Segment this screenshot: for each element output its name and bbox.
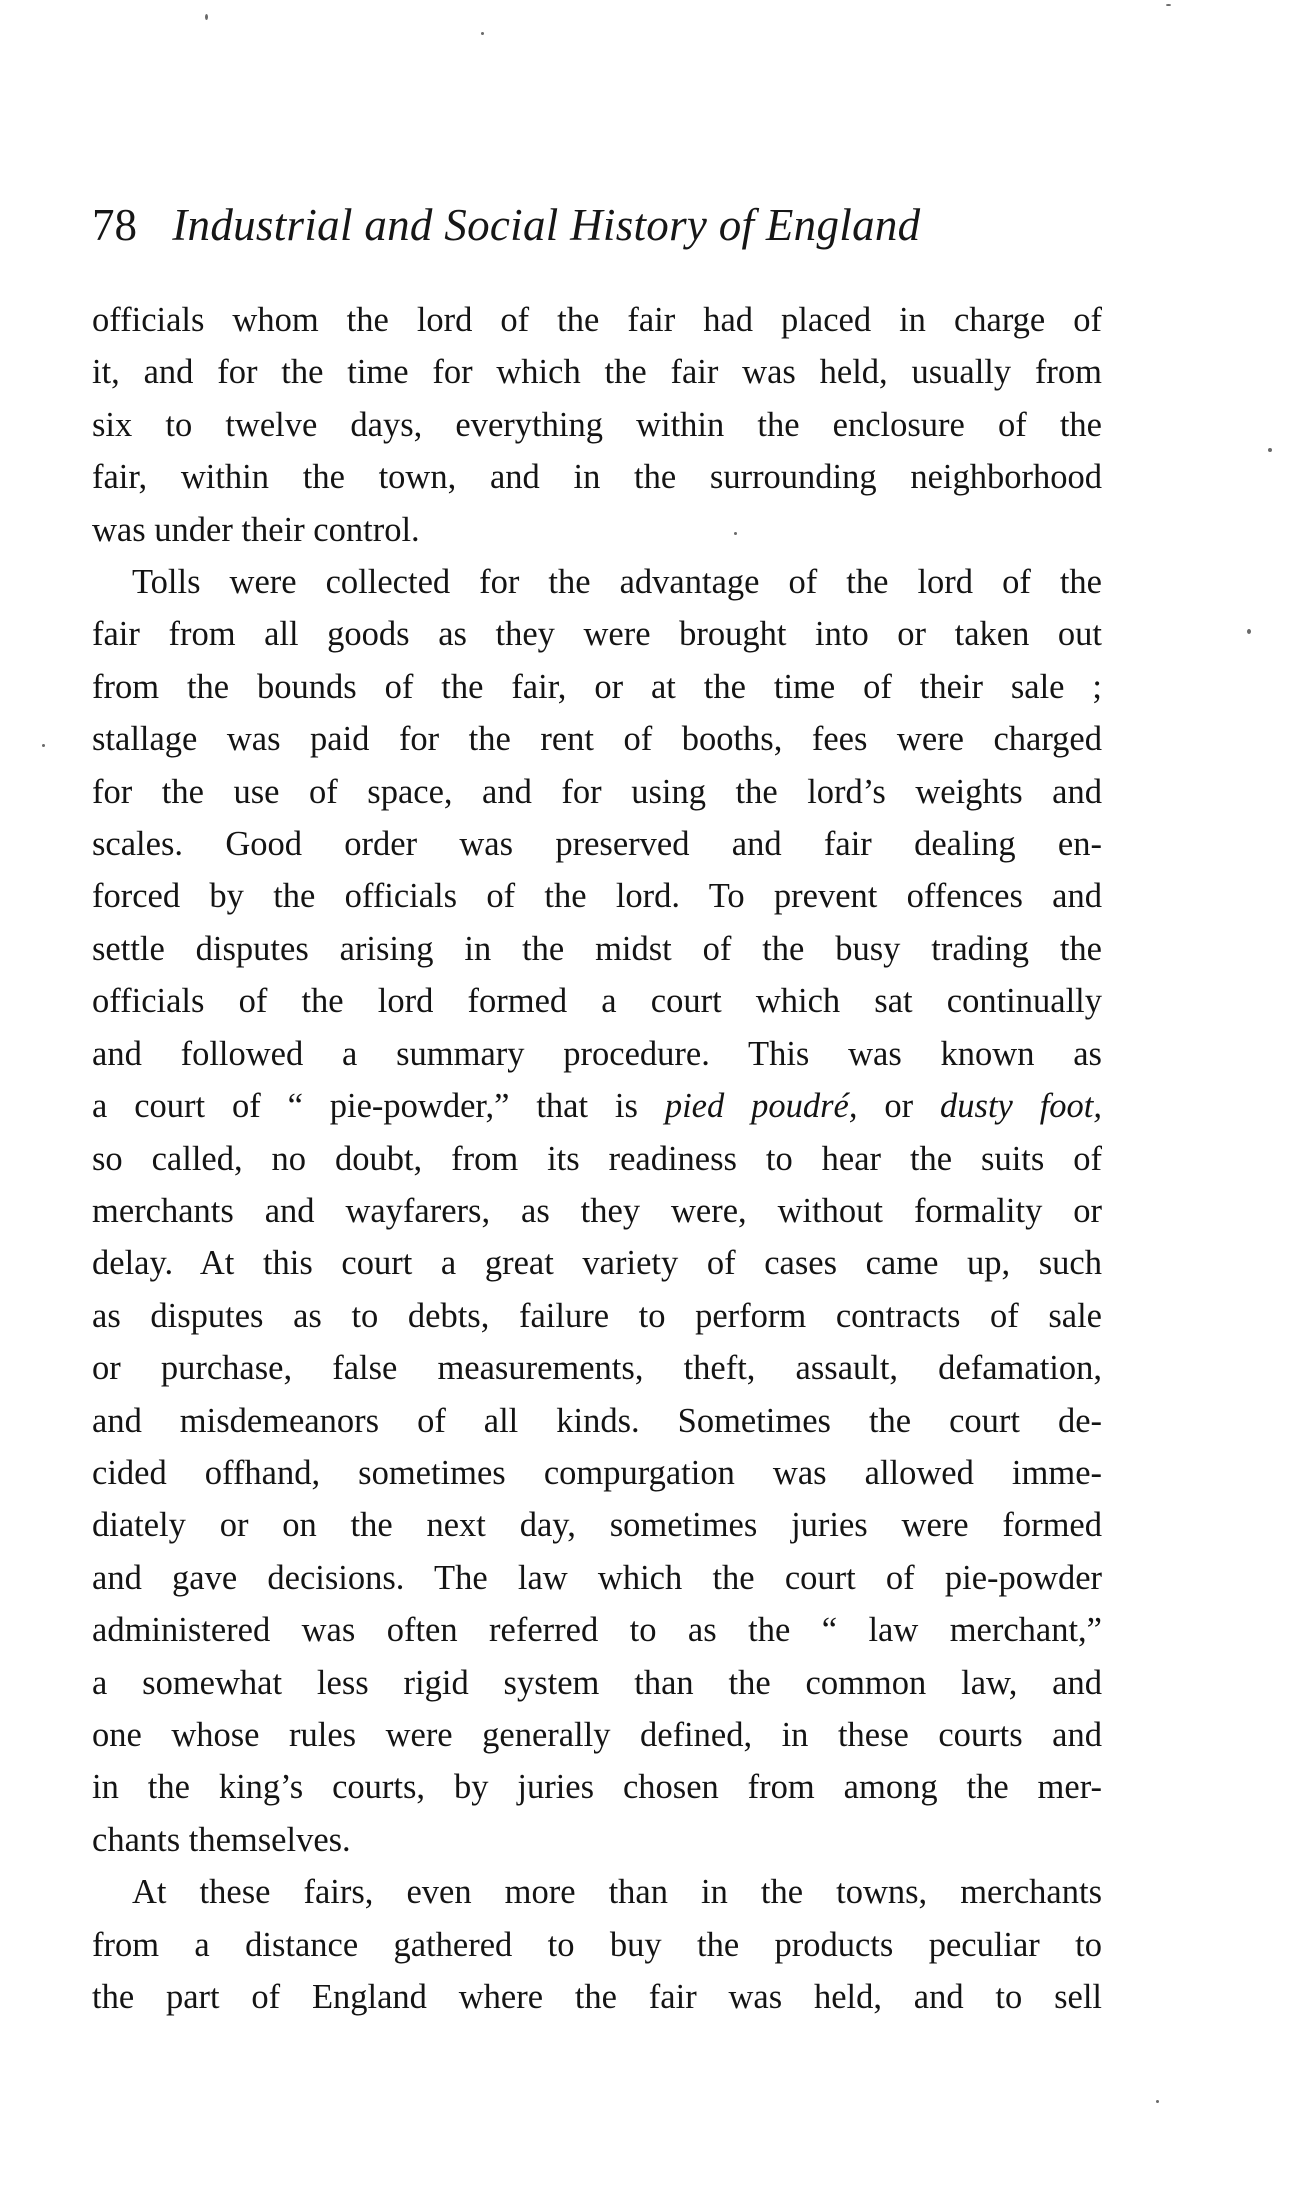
text-line: for the use of space, and for using the lord’s weights and bbox=[92, 772, 1102, 811]
scan-speck bbox=[1156, 2100, 1159, 2103]
text-line: and followed a summary procedure. This was known as bbox=[92, 1034, 1102, 1073]
text-line: in the king’s courts, by juries chosen from among the mer- bbox=[92, 1768, 1102, 1807]
running-header bbox=[92, 198, 1012, 252]
text-line: so called, no doubt, from its readiness to hear the suits of bbox=[92, 1139, 1102, 1178]
text-line: fair, within the town, and in the surrounding neighborhood bbox=[92, 458, 1102, 497]
text-line: the part of England where the fair was held, and to sell bbox=[92, 1978, 1102, 2016]
text-line: from the bounds of the fair, or at the time of their sale ; bbox=[92, 667, 1102, 706]
text-line: cided offhand, sometimes compurgation was allowed imme- bbox=[92, 1453, 1102, 1492]
text-line: diately or on the next day, sometimes juries were formed bbox=[92, 1506, 1102, 1545]
text-line: At these fairs, even more than in the towns, merchants bbox=[132, 1873, 1102, 1912]
text-run: or bbox=[857, 1087, 941, 1126]
text-line: scales. Good order was preserved and fair dealing en- bbox=[92, 825, 1102, 864]
text-line: a somewhat less rigid system than the common law, and bbox=[92, 1663, 1102, 1702]
text-line: settle disputes arising in the midst of the busy trading the bbox=[92, 929, 1102, 968]
text-line: stallage was paid for the rent of booths, fees were charged bbox=[92, 720, 1102, 759]
body-text bbox=[92, 294, 1102, 2023]
text-line: it, and for the time for which the fair was held, usually from bbox=[92, 353, 1102, 392]
text-line: officials whom the lord of the fair had placed in charge of bbox=[92, 301, 1102, 339]
page-number: 78 bbox=[92, 200, 137, 250]
scan-speck bbox=[481, 32, 484, 35]
running-title: Industrial and Social History of England bbox=[172, 200, 921, 250]
text-line: six to twelve days, everything within the enclosure of the bbox=[92, 405, 1102, 444]
text-line: from a distance gathered to buy the products peculiar to bbox=[92, 1925, 1102, 1964]
text-line: fair from all goods as they were brought into or taken out bbox=[92, 615, 1102, 654]
scan-speck bbox=[42, 744, 45, 747]
italic-phrase-pied-poudre: pied poudré, bbox=[664, 1087, 858, 1126]
scan-speck bbox=[1247, 629, 1251, 634]
text-line-pie-powder bbox=[92, 1080, 1102, 1132]
text-line: and misdemeanors of all kinds. Sometimes the court de- bbox=[92, 1401, 1102, 1440]
text-line: as disputes as to debts, failure to perform contracts of sale bbox=[92, 1296, 1102, 1335]
scan-speck bbox=[734, 532, 737, 535]
text-line: and gave decisions. The law which the court of pie-powder bbox=[92, 1558, 1102, 1597]
text-line: chants themselves. bbox=[92, 1820, 351, 1859]
text-line: one whose rules were generally defined, in these courts and bbox=[92, 1715, 1102, 1754]
text-line: Tolls were collected for the advantage of the lord of the bbox=[132, 563, 1102, 602]
text-line: was under their control. bbox=[92, 510, 420, 549]
scan-speck bbox=[205, 14, 208, 20]
text-line: forced by the officials of the lord. To prevent offences and bbox=[92, 877, 1102, 916]
text-line: delay. At this court a great variety of cases came up, such bbox=[92, 1244, 1102, 1283]
scan-speck bbox=[1268, 448, 1272, 452]
italic-phrase-dusty-foot: dusty foot, bbox=[940, 1087, 1103, 1126]
text-line: officials of the lord formed a court which sat continually bbox=[92, 982, 1102, 1021]
text-line: administered was often referred to as the “ law merchant,” bbox=[92, 1611, 1102, 1650]
scan-speck bbox=[1166, 4, 1171, 6]
text-run: a court of “ pie-powder,” that is bbox=[92, 1087, 665, 1126]
text-line: or purchase, false measurements, theft, assault, defamation, bbox=[92, 1349, 1102, 1388]
text-line: merchants and wayfarers, as they were, without formality or bbox=[92, 1191, 1102, 1230]
